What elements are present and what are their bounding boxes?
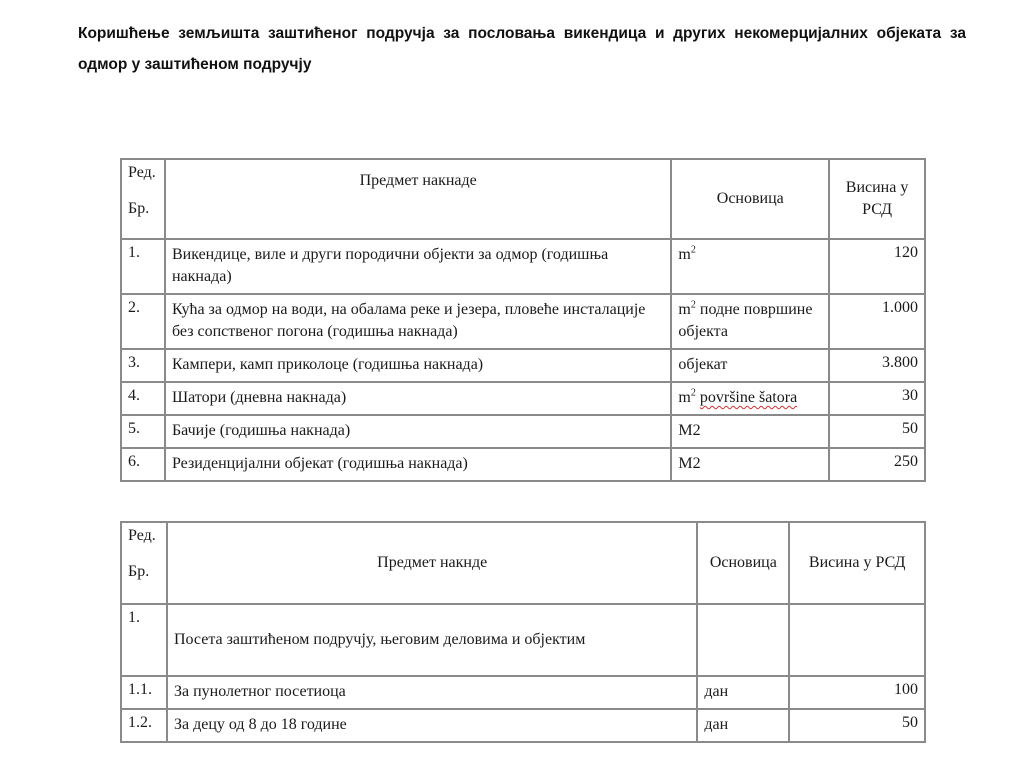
table-row [121,709,925,742]
row-base [671,349,829,382]
row-amount: 1.000 [829,294,925,349]
row-base [671,239,829,294]
row-base [671,448,829,481]
row-amount: 50 [789,709,925,742]
header-no-line1: Ред. [128,164,156,181]
base-unit-sup: 2 [690,299,696,311]
row-number: 5. [121,415,165,448]
row-amount: 3.800 [829,349,925,382]
base-unit-rest-spellcheck: površine šatora [699,389,798,406]
row-base [697,604,789,676]
table-row [121,676,925,709]
row-amount: 100 [789,676,925,709]
table-row [121,448,925,481]
header-no-line1: Ред. [128,527,156,544]
base-unit: објекат [678,356,728,373]
header-no-line2: Бр. [128,200,150,217]
row-number: 3. [121,349,165,382]
row-subject: Викендице, виле и други породични објекти за одмор (годишња накнада) [165,239,671,294]
row-amount: 30 [829,382,925,415]
header-base: Основица [671,159,829,239]
header-amount-line2: РСД [862,201,892,218]
row-number: 1. [121,239,165,294]
row-subject: Посета заштићеном подручју, његовим деловима и објектим [167,604,697,676]
header-amount-line1: Висина у [845,179,909,196]
base-unit: m [678,389,691,406]
base-unit: m [678,301,691,318]
row-base: дан [697,709,789,742]
table-header-row [121,522,925,604]
header-row-number [121,522,167,604]
header-amount [829,159,925,239]
row-subject: Шатори (дневна накнада) [165,382,671,415]
header-row-number [121,159,165,239]
row-base [671,382,829,415]
row-amount [789,604,925,676]
document-heading: Коришћење земљишта заштићеног подручја за пословања викендица и других некомерцијалних објеката за одмор у заштићеном подручју [78,25,966,73]
row-subject: Бачије (годишња накнада) [165,415,671,448]
fees-table-visits [120,521,926,743]
table-row [121,415,925,448]
table-row [121,239,925,294]
base-unit-sup: 2 [690,387,696,399]
row-subject: За пунолетног посетиоца [167,676,697,709]
row-number: 1. [121,604,167,676]
header-subject: Предмет накнде [167,522,697,604]
table-row [121,294,925,349]
table-row [121,349,925,382]
table-row [121,382,925,415]
row-number: 1.2. [121,709,167,742]
row-number: 6. [121,448,165,481]
row-amount: 250 [829,448,925,481]
header-subject: Предмет накнаде [165,159,671,239]
row-amount: 50 [829,415,925,448]
table-row [121,604,925,676]
base-unit: m [678,246,691,263]
row-base [671,294,829,349]
header-no-line2: Бр. [128,563,150,580]
header-amount: Висина у РСД [789,522,925,604]
row-subject: Резиденцијални објекат (годишња накнада) [165,448,671,481]
table-header-row [121,159,925,239]
header-base: Основица [697,522,789,604]
base-unit-rest: подне површине објекта [678,301,813,340]
row-number: 1.1. [121,676,167,709]
row-subject: За децу од 8 до 18 године [167,709,697,742]
row-base: дан [697,676,789,709]
row-subject: Кампери, камп приколоце (годишња накнада) [165,349,671,382]
base-unit: М2 [678,422,701,439]
row-amount: 120 [829,239,925,294]
fees-table-land-use [120,158,926,482]
row-base [671,415,829,448]
base-unit: М2 [678,455,701,472]
base-unit-sup: 2 [690,244,696,256]
row-number: 4. [121,382,165,415]
row-number: 2. [121,294,165,349]
row-subject: Кућа за одмор на води, на обалама реке и језера, пловеће инсталације без сопственог погона (годишња накнада) [165,294,671,349]
